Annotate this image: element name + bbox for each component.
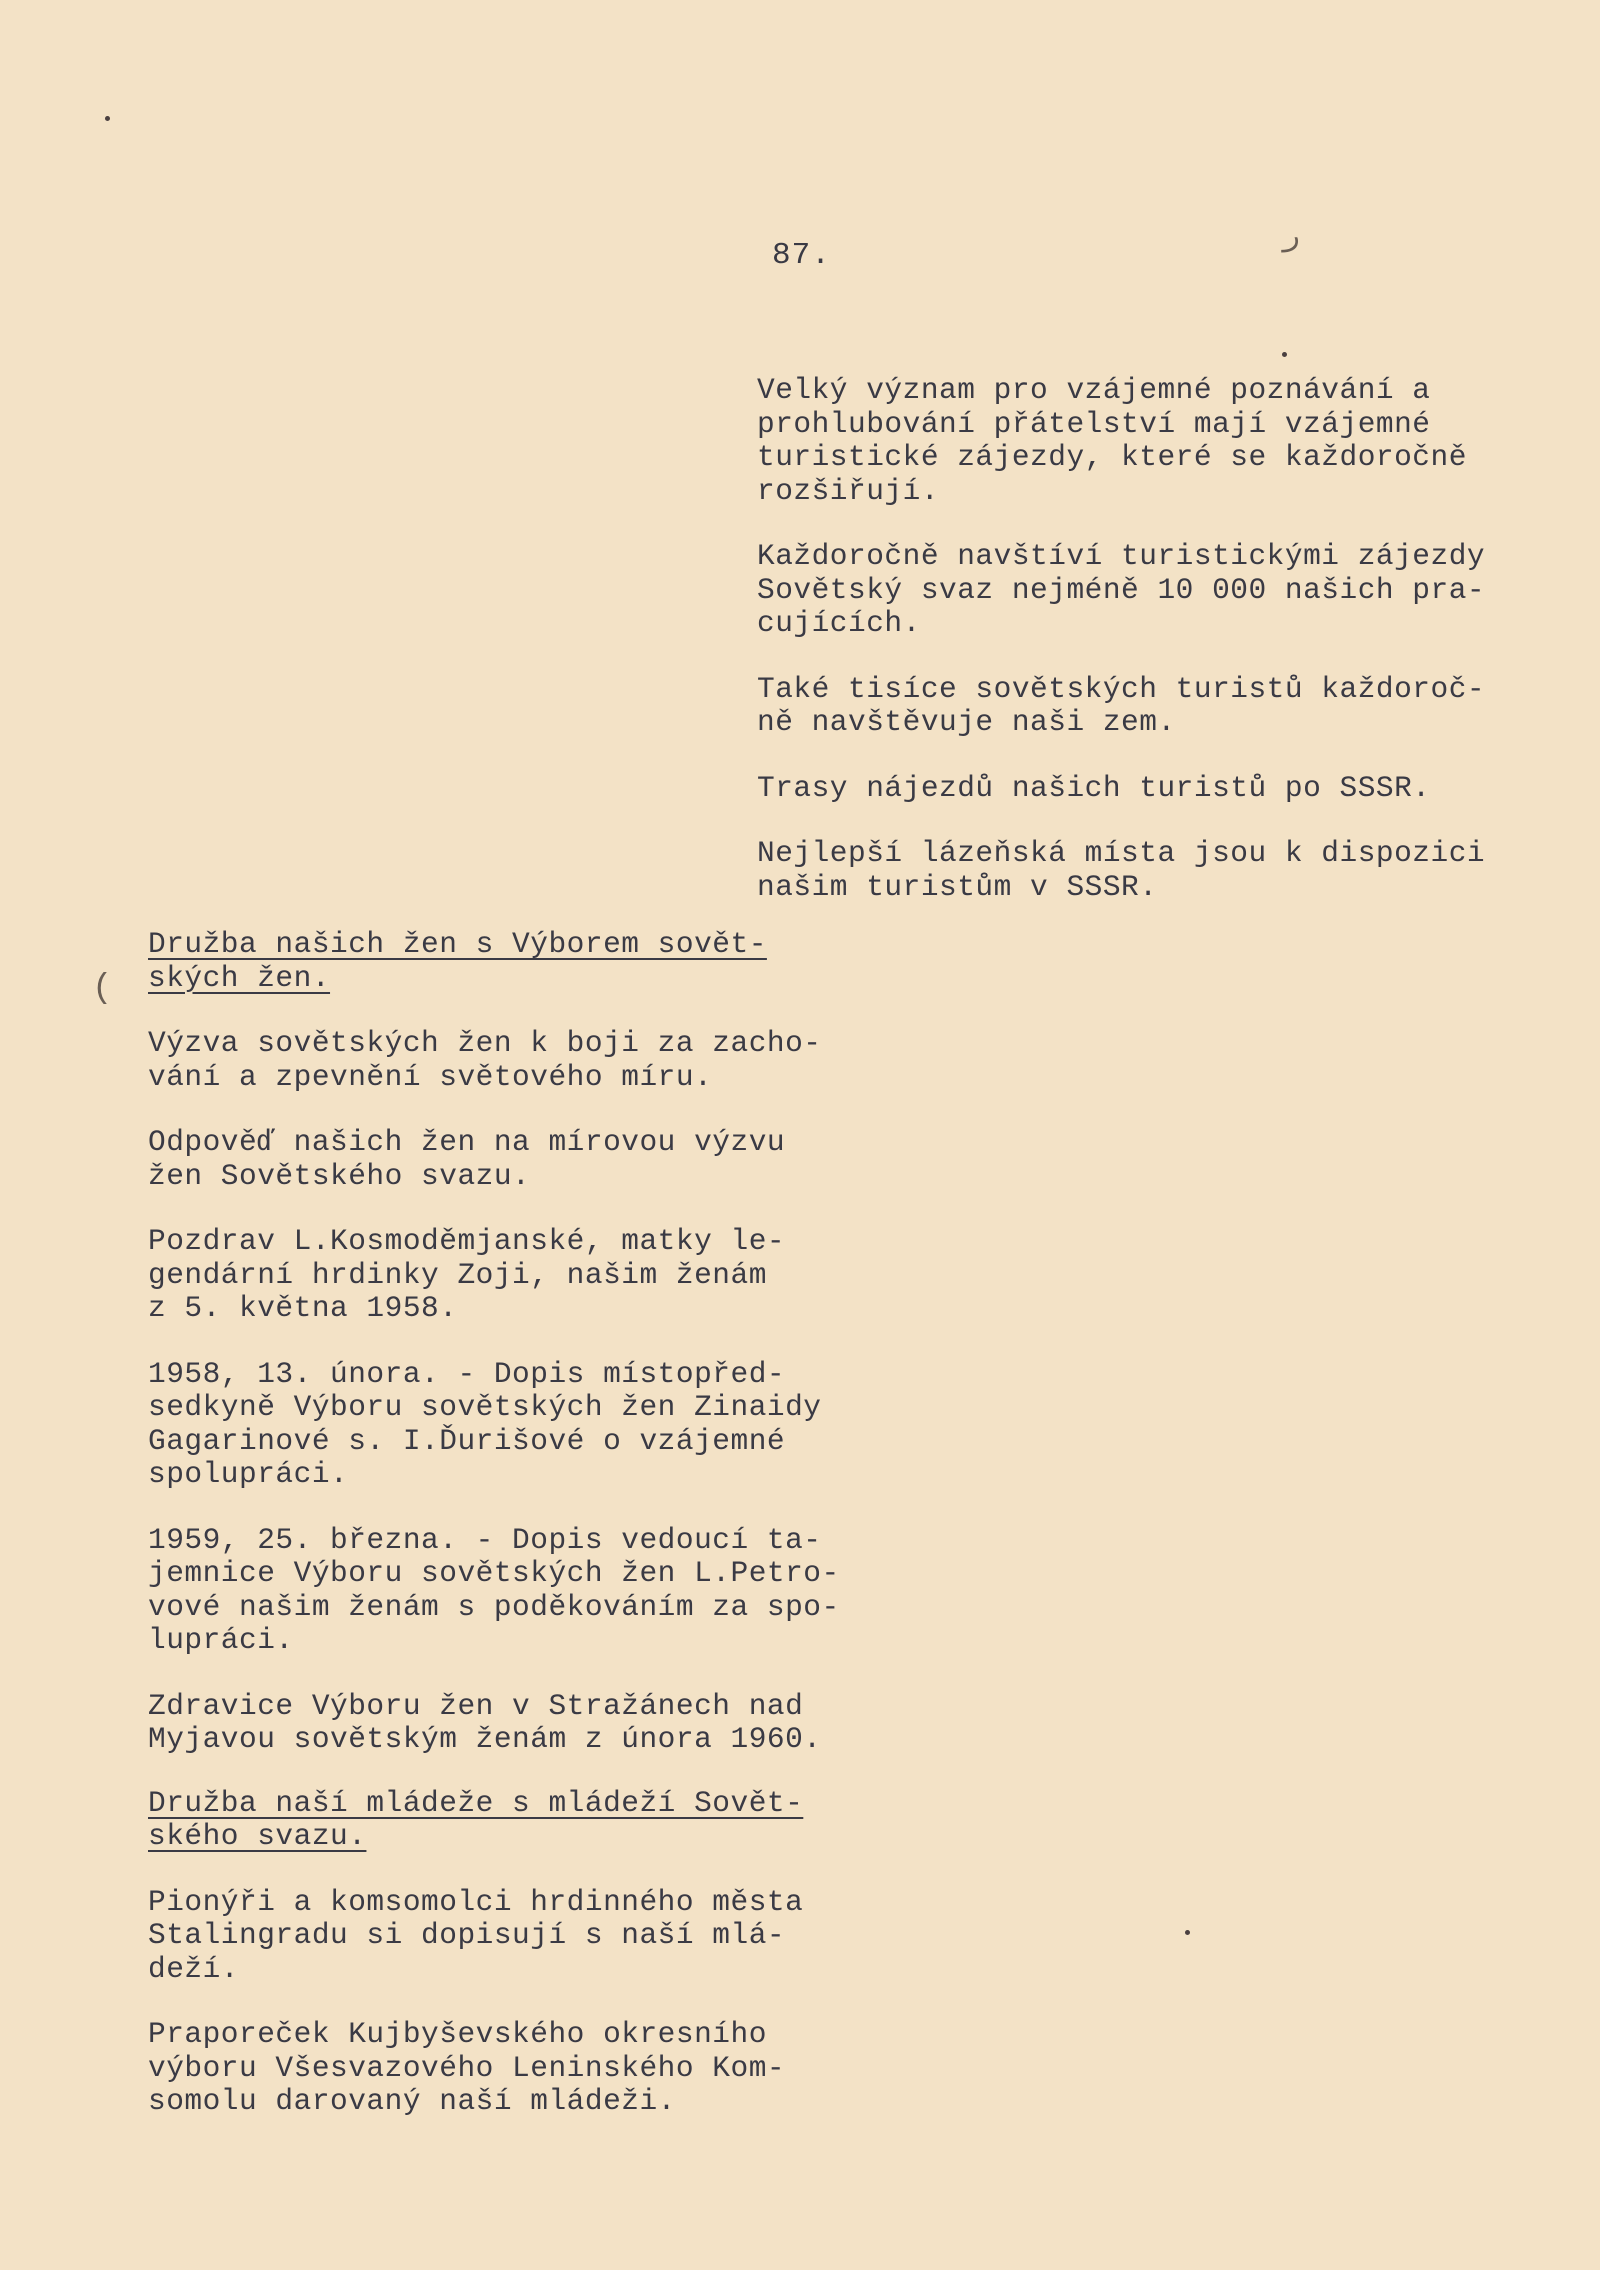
text-line: cujících.: [757, 606, 921, 640]
paragraph: [757, 540, 1485, 641]
text-line: Také tisíce sovětských turistů každoroč-: [757, 671, 1486, 706]
text-line: Pionýři a komsomolci hrdinného města: [148, 1884, 804, 1919]
text-line: Pozdrav L.Kosmoděmjanské, matky le-: [148, 1224, 786, 1258]
paragraph: [148, 1524, 840, 1658]
text-line: spolupráci.: [148, 1457, 349, 1491]
paragraph: [148, 1886, 840, 1987]
text-line: gendární hrdinky Zoji, našim ženám: [148, 1257, 767, 1292]
paragraph: [148, 1027, 840, 1094]
page-number: 87.: [772, 238, 831, 273]
text-line: Praporeček Kujbyševského okresního: [148, 2017, 767, 2051]
paragraph: [148, 2018, 840, 2119]
section-heading: [148, 1787, 840, 1854]
paragraph: [148, 1690, 840, 1757]
paragraph: [757, 837, 1485, 904]
text-line: 1959, 25. března. - Dopis vedoucí ta-: [148, 1522, 822, 1557]
text-line: Nejlepší lázeňská místa jsou k dispozici: [757, 836, 1486, 870]
text-line: prohlubování přátelství mají vzájemné: [757, 406, 1431, 441]
text-line: 1958, 13. února. - Dopis místopřed-: [148, 1356, 786, 1391]
text-line: Výzva sovětských žen k boji za zacho-: [148, 1026, 822, 1060]
text-line: Družba našich žen s Výborem sovět-: [148, 927, 767, 961]
section-heading: [148, 928, 840, 995]
pencil-mark: (: [92, 970, 113, 1008]
ink-dot: [1282, 352, 1287, 357]
text-line: žen Sovětského svazu.: [148, 1158, 531, 1193]
text-line: somolu darovaný naší mládeži.: [148, 2084, 676, 2118]
ink-dot: [105, 116, 110, 121]
text-line: lupráci.: [148, 1623, 294, 1657]
right-column: [757, 374, 1485, 904]
pencil-mark: ر: [1282, 221, 1301, 255]
paragraph: [148, 1358, 840, 1492]
text-line: ských žen.: [148, 960, 331, 995]
text-line: turistické zájezdy, které se každoročně: [757, 440, 1467, 474]
ink-dot: [1185, 1930, 1190, 1935]
text-line: jemnice Výboru sovětských žen L.Petro-: [148, 1556, 840, 1590]
paragraph: [148, 1126, 840, 1193]
text-line: Velký význam pro vzájemné poznávání a: [757, 373, 1431, 407]
text-line: Družba naší mládeže s mládeží Sovět-: [148, 1785, 804, 1820]
text-line: Každoročně navštíví turistickými zájezdy: [757, 539, 1486, 573]
paragraph: [757, 772, 1485, 806]
text-line: Odpověď našich žen na mírovou výzvu: [148, 1125, 786, 1159]
text-line: rozšiřují.: [757, 473, 940, 508]
paragraph: [148, 1225, 840, 1326]
text-line: Gagarinové s. I.Ďurišové o vzájemné: [148, 1423, 786, 1458]
text-line: výboru Všesvazového Leninského Kom-: [148, 2050, 786, 2085]
left-column: [148, 928, 840, 2119]
text-line: Sovětský svaz nejméně 10 000 našich pra-: [757, 572, 1486, 607]
text-line: Stalingradu si dopisují s naší mlá-: [148, 1918, 786, 1952]
text-line: z 5. května 1958.: [148, 1291, 458, 1325]
paragraph: [757, 374, 1485, 508]
text-line: deží.: [148, 1951, 240, 1986]
text-line: ského svazu.: [148, 1819, 367, 1853]
text-line: Zdravice Výboru žen v Stražánech nad: [148, 1688, 804, 1723]
paragraph: [757, 673, 1485, 740]
text-line: vové našim ženám s poděkováním za spo-: [148, 1589, 840, 1624]
text-line: Myjavou sovětským ženám z února 1960.: [148, 1722, 822, 1756]
text-line: našim turistům v SSSR.: [757, 869, 1158, 904]
text-line: ně navštěvuje naši zem.: [757, 705, 1176, 739]
text-line: sedkyně Výboru sovětských žen Zinaidy: [148, 1390, 822, 1424]
text-line: vání a zpevnění světového míru.: [148, 1059, 713, 1094]
text-line: Trasy nájezdů našich turistů po SSSR.: [757, 770, 1431, 805]
